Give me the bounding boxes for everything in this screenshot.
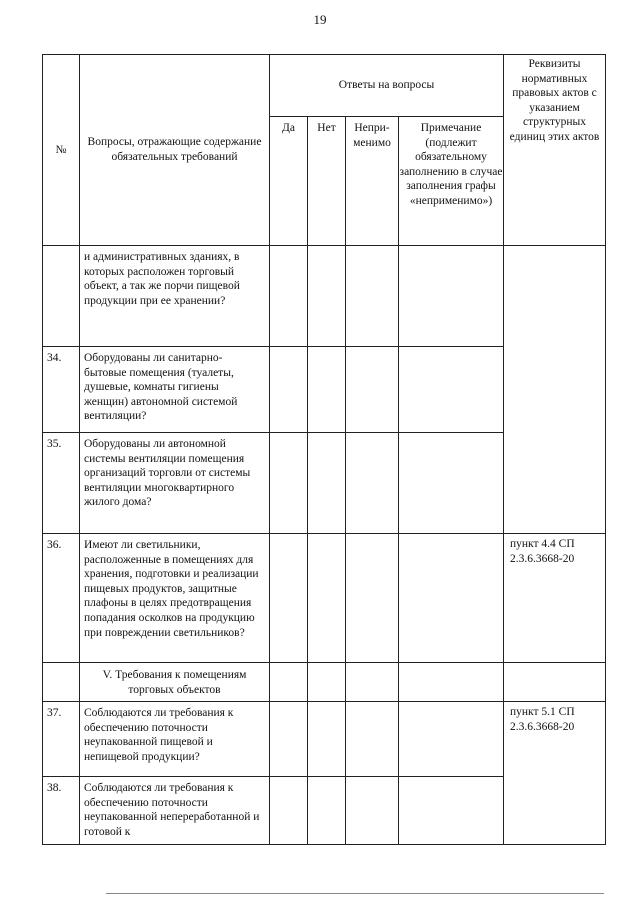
row-question: Оборудованы ли автономной системы вентиляции помещения организаций торговли от системы вентиляции многоквартирного жилого дома?	[80, 433, 270, 534]
answer-no-cell[interactable]	[308, 702, 346, 777]
requisite-cell: пункт 4.4 СП 2.3.6.3668-20	[504, 534, 606, 663]
answer-note-cell[interactable]	[399, 534, 504, 663]
row-question: Соблюдаются ли требования к обеспечению поточности неупакованной пищевой и непищевой продукции?	[80, 702, 270, 777]
answer-no-cell[interactable]	[308, 534, 346, 663]
header-answers: Ответы на вопросы	[270, 55, 504, 117]
section-number-cell	[43, 663, 80, 702]
row-question: Соблюдаются ли требования к обеспечению поточности неупакованной непереработанной и готовой к	[80, 777, 270, 845]
answer-note-cell[interactable]	[399, 433, 504, 534]
header-yes: Да	[270, 117, 308, 246]
answer-yes-cell[interactable]	[270, 433, 308, 534]
row-question: Оборудованы ли санитарно-бытовые помещения (туалеты, душевые, комнаты гигиены женщин) автономной системой вентиляции?	[80, 347, 270, 433]
row-number: 36.	[43, 534, 80, 663]
answer-not-applicable-cell[interactable]	[346, 246, 399, 347]
answer-not-applicable-cell[interactable]	[346, 347, 399, 433]
table-row	[43, 246, 606, 347]
answer-note-cell[interactable]	[399, 246, 504, 347]
answer-yes-cell[interactable]	[270, 246, 308, 347]
page-number: 19	[313, 12, 327, 27]
header-not-applicable: Непри-менимо	[346, 117, 399, 246]
answer-not-applicable-cell[interactable]	[346, 433, 399, 534]
answer-no-cell[interactable]	[308, 433, 346, 534]
section-title: V. Требования к помещениям торговых объектов	[80, 663, 270, 702]
row-question: и административных зданиях, в которых расположен торговый объект, а так же порчи пищевой продукции при ее хранении?	[80, 246, 270, 347]
answer-yes-cell[interactable]	[270, 347, 308, 433]
section-row	[43, 663, 606, 702]
answer-not-applicable-cell[interactable]	[346, 777, 399, 845]
requisite-cell: пункт 5.1 СП 2.3.6.3668-20	[504, 702, 606, 845]
header-note: Примечание (подлежит обязательному заполнению в случае заполнения графы «неприменимо»)	[399, 117, 504, 246]
table-row	[43, 702, 606, 777]
table-row	[43, 534, 606, 663]
header-no: Нет	[308, 117, 346, 246]
answer-not-applicable-cell[interactable]	[346, 702, 399, 777]
requisite-cell	[504, 246, 606, 534]
answer-yes-cell[interactable]	[270, 534, 308, 663]
answer-yes-cell[interactable]	[270, 702, 308, 777]
answer-note-cell[interactable]	[399, 702, 504, 777]
row-number: 37.	[43, 702, 80, 777]
answer-not-applicable-cell[interactable]	[346, 534, 399, 663]
header-requisites: Реквизиты нормативных правовых актов с указанием структурных единиц этих актов	[504, 55, 606, 246]
header-number: №	[43, 55, 80, 246]
row-number: 35.	[43, 433, 80, 534]
answer-no-cell[interactable]	[308, 246, 346, 347]
row-number: 38.	[43, 777, 80, 845]
header-questions: Вопросы, отражающие содержание обязательных требований	[80, 55, 270, 246]
answer-yes-cell[interactable]	[270, 777, 308, 845]
answer-note-cell[interactable]	[399, 347, 504, 433]
requirements-table	[42, 54, 606, 845]
answer-note-cell[interactable]	[399, 777, 504, 845]
row-number: 34.	[43, 347, 80, 433]
answer-no-cell[interactable]	[308, 777, 346, 845]
row-question: Имеют ли светильники, расположенные в помещениях для хранения, подготовки и реализации пищевых продуктов, защитные плафоны в целях предотвращения попадания осколков на продукцию при повреждении светильников?	[80, 534, 270, 663]
row-number	[43, 246, 80, 347]
page-bottom-divider	[106, 893, 604, 894]
answer-no-cell[interactable]	[308, 347, 346, 433]
